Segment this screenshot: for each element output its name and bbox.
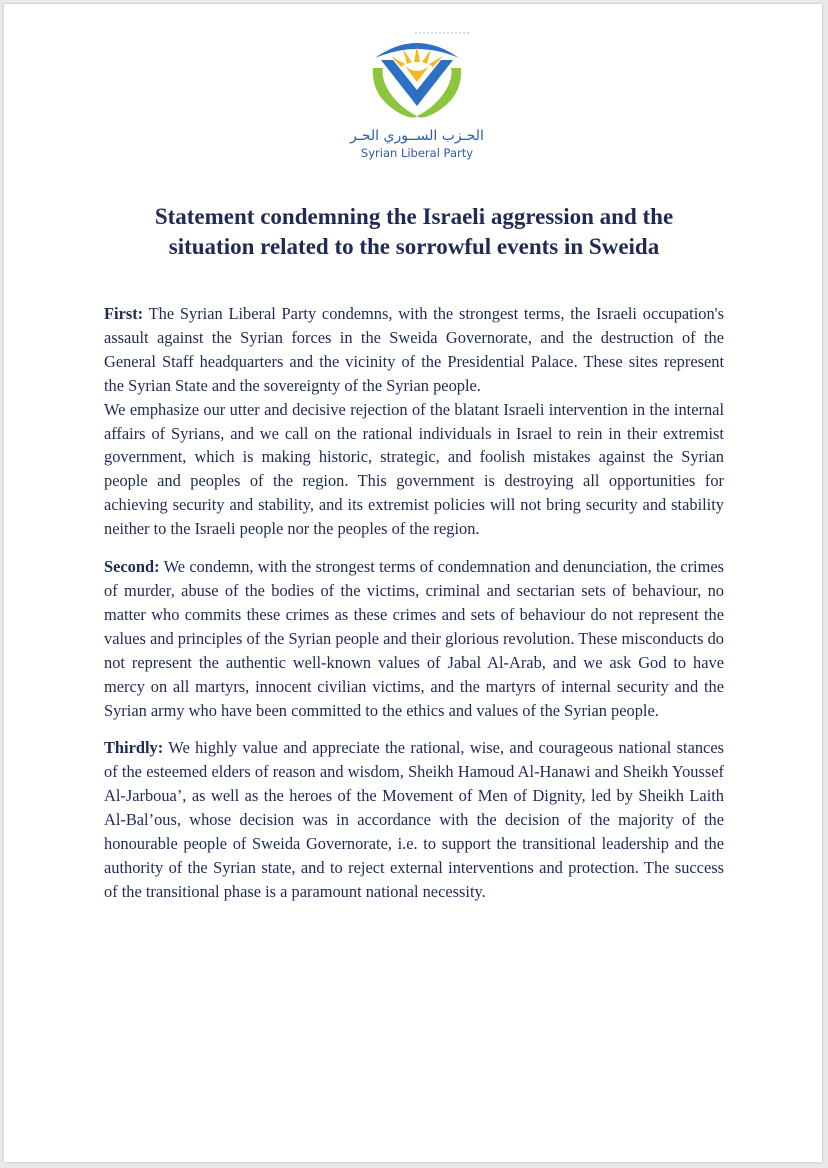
paragraph-first-lead: First: [104,304,144,323]
title-line-1: Statement condemning the Israeli aggression and the [154,204,674,229]
paragraph-first [104,302,724,398]
paragraph-second-text: We condemn, with the strongest terms of condemnation and denunciation, the crimes of murder, abuse of the bodies of the victims, criminal and sectarian sets of behaviour, no matter who commits these crimes as these crimes and sets of behaviour do not represent the values and principles of the Syrian people and their glorious revolution. These misconducts do not represent the authentic well-known values of Jabal Al-Arab, and we ask God to have mercy on all martyrs, innocent civilian victims, and the martyrs of internal security and the Syrian army who have been committed to the ethics and values of the Syrian people. [104,557,724,720]
paragraph-third-lead: Thirdly: [104,738,164,758]
title-line-2: situation related to the sorrowful events in Sweida [168,234,660,259]
party-logo [342,32,492,172]
paragraph-third-text: We highly value and appreciate the rational, wise, and courageous national stances of the esteemed elders of reason and wisdom, Sheikh Hamoud Al-Hanawi and Sheikh Youssef Al-Jarboua’, as well as the heroes of the Movement of Men of Dignity, led by Sheikh Laith Al-Bal’ous, whose decision was in accordance with the decision of the majority of the honourable people of Sweida Governorate, i.e. to support the transitional leadership and the authority of the Syrian state, and to reject external interventions and protection. The success of the transitional phase is a paramount national necessity. [104,738,724,901]
logo-english-name: Syrian Liberal Party [360,146,474,160]
paragraph-first-continued: We emphasize our utter and decisive rejection of the blatant Israeli intervention in the internal affairs of Syrians, and we call on the rational individuals in Israel to rein in their extremist government, which is making historic, strategic, and foolish mistakes against the Syrian people and peoples of the region. This government is destroying all opportunities for achieving security and stability, and its extremist policies will not bring security and stability neither to the Israeli people nor the peoples of the region. [104,399,724,539]
paragraph-second-lead: Second: [104,557,160,577]
document-page [4,4,822,1162]
statement-body [104,302,724,904]
logo-tagline-decoration [367,32,517,34]
statement-title [64,202,764,262]
logo-arabic-name: الحـزب الســوري الحـر [350,128,484,144]
paragraph-second [104,555,724,722]
paragraph-first-text: The Syrian Liberal Party condemns, with the strongest terms, the Israeli occupation's assault against the Syrian forces in the Sweida Governorate, and the destruction of the General Staff headquarters and the vicinity of the Presidential Palace. These sites represent the Syrian State and the sovereignty of the Syrian people. [104,304,724,395]
party-emblem-icon [367,32,467,128]
paragraph-third [104,736,724,903]
